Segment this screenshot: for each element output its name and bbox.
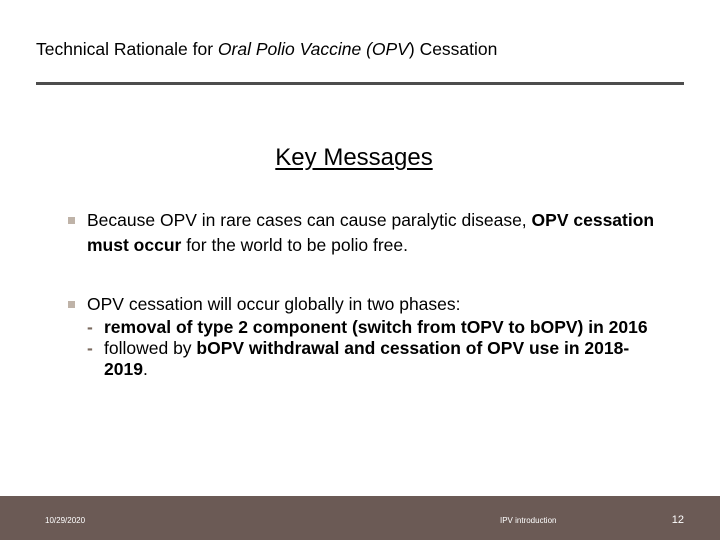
footer-label: IPV introduction [500, 516, 557, 525]
footer-date: 10/29/2020 [45, 516, 86, 525]
sub-bullet-text-end: . [142, 359, 148, 379]
dash-bullet-icon: - [87, 338, 93, 358]
key-messages-heading [0, 144, 708, 172]
sub-bullet-item [87, 317, 668, 338]
square-bullet-icon [68, 217, 75, 224]
title-divider [36, 82, 684, 85]
slide-title [36, 39, 497, 60]
heading-text: Key Messages [275, 144, 433, 171]
bullet-text-end: for the world to be polio free. [181, 235, 408, 255]
square-bullet-icon [68, 301, 75, 308]
bullet-item [68, 208, 668, 258]
sub-bullet-bold-text: bOPV withdrawal and cessation of OPV use in 2018-2019 [104, 338, 630, 379]
sub-bullet-text: followed by [104, 338, 197, 358]
page-number: 12 [671, 514, 684, 526]
sub-bullet-text: removal of type 2 component (switch from tOPV to bOPV) in 2016 [104, 317, 648, 337]
bullet-text: Because OPV in rare cases can cause paralytic disease, [87, 210, 532, 230]
title-suffix-text: ) Cessation [408, 39, 498, 59]
bullet-item [68, 292, 668, 380]
bullet-bold-text: OPV cessation must occur [87, 210, 655, 255]
title-text: Technical Rationale for [36, 39, 218, 59]
footer-bar [0, 496, 720, 540]
bullet-list [68, 208, 668, 380]
sub-bullet-item [87, 338, 668, 380]
bullet-text: OPV cessation will occur globally in two phases: [87, 294, 461, 314]
title-italic-text: Oral Polio Vaccine (OPV [217, 39, 409, 59]
dash-bullet-icon: - [87, 317, 93, 337]
